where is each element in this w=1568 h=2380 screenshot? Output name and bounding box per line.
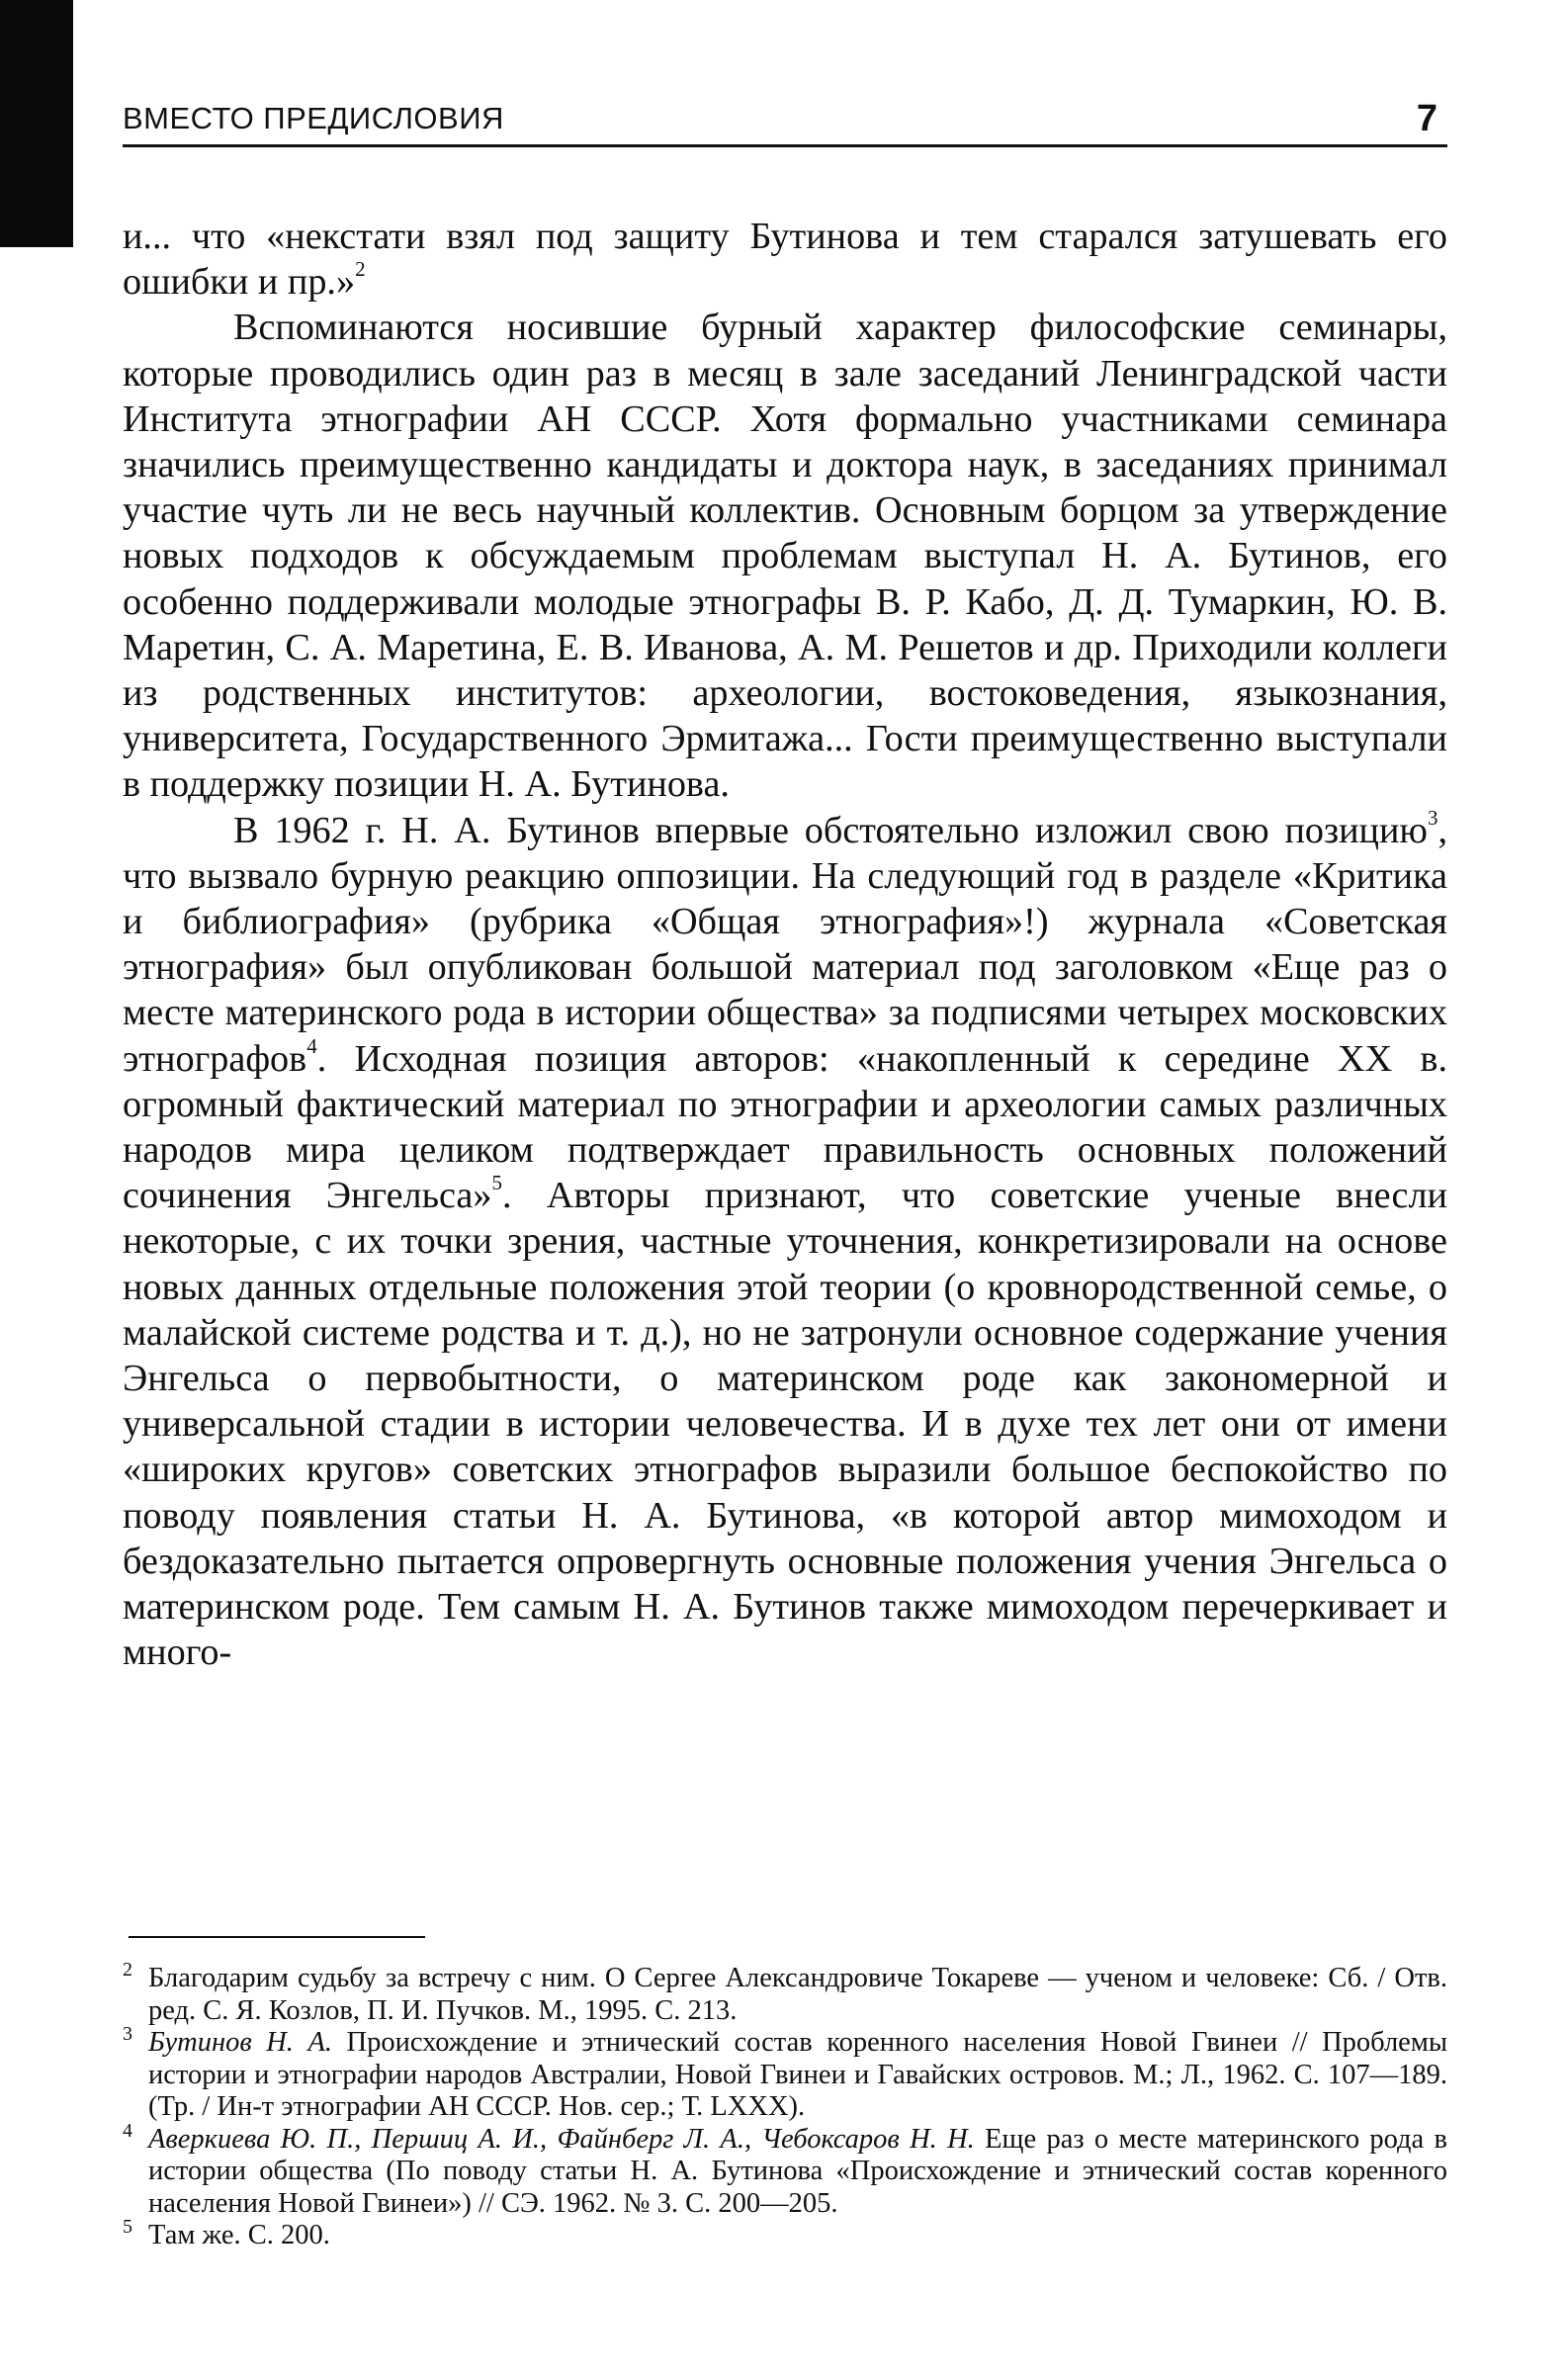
paragraph-3-part-a: В 1962 г. Н. А. Бутинов впервые обстоятельно изложил свою позицию [233, 809, 1428, 851]
footnote-4 [123, 2119, 1447, 2221]
running-title: ВМЕСТО ПРЕДИСЛОВИЯ [123, 101, 504, 135]
footnote-2 [123, 1959, 1447, 2027]
footnote-ref-4: 4 [306, 1033, 317, 1058]
footnote-ref-3: 3 [1427, 805, 1438, 830]
footnote-text: Благодарим судьбу за встречу с ним. О Сергее Александровиче Токареве — ученом и человеке: Сб. / Отв. ред. С. Я. Козлов, П. И. Пучков. М., 1995. С. 213. [148, 1963, 1447, 2026]
paragraph-3-part-c: . Исходная позиция авторов: «накопленный к середине XX в. огромный фактический материал по этнографии и археологии самых различных народов мира целиком подтверждает правильность основных положений сочинения Энгельса» [123, 1037, 1447, 1217]
footnote-separator [129, 1936, 425, 1938]
paragraph-1 [123, 214, 1447, 305]
footnote-authors: Аверкиева Ю. П., Першиц А. И., Файнберг Л. А., Чебоксаров Н. Н. [148, 2123, 975, 2155]
footnote-mark: 2 [123, 1959, 132, 1981]
footnote-ref-2: 2 [355, 257, 366, 282]
scan-edge-shadow [0, 0, 73, 247]
footnotes [123, 1959, 1447, 2252]
footnote-mark: 5 [123, 2216, 132, 2238]
footnote-text: Происхождение и этнический состав коренного населения Новой Гвинеи // Проблемы истории и этнографии народов Австралии, Новой Гвинеи и Гавайских островов. М.; Л., 1962. С. 107—189. (Тр. / Ин-т этнографии АН СССР. Нов. сер.; Т. LXXX). [148, 2027, 1447, 2122]
footnote-5 [123, 2216, 1447, 2252]
footnote-text: Еще раз о месте материнского рода в истории общества (По поводу статьи Н. А. Бутинова «Происхождение и этнический состав коренного населения Новой Гвинеи») // СЭ. 1962. № 3. С. 200—205. [148, 2123, 1447, 2219]
page-number: 7 [1416, 98, 1437, 139]
running-header [123, 95, 1447, 147]
paragraph-1-text: и... что «некстати взял под защиту Бутинова и тем старался затушевать его ошибки и пр.» [123, 216, 1447, 304]
footnote-ref-5: 5 [491, 1171, 502, 1195]
footnote-3 [123, 2023, 1447, 2124]
footnote-authors: Бутинов Н. А. [148, 2027, 332, 2058]
paragraph-3-part-b: , что вызвало бурную реакцию оппозиции. На следующий год в разделе «Критика и библиография» (рубрика «Общая этнография»!) журнала «Советская этнография» был опубликован большой материал под заголовком «Еще раз о месте материнского рода в истории общества» за подписями четырех московских этнографов [123, 809, 1447, 1080]
footnote-mark: 3 [123, 2023, 132, 2045]
paragraph-3-part-d: . Авторы признают, что советские ученые внесли некоторые, с их точки зрения, частные уточнения, конкретизировали на основе новых данных отдельные положения этой теории (о кровнородственной семье, о малайской системе родства и т. д.), но не затронули основное содержание учения Энгельса о первобытности, о материнском роде как закономерной и универсальной стадии в истории человечества. И в духе тех лет они от имени «широких кругов» советских этнографов выразили большое беспокойство по поводу появления статьи Н. А. Бутинова, «в которой автор мимоходом и бездоказательно пытается опровергнуть основные положения учения Энгельса о материнском роде. Тем самым Н. А. Бутинов также мимоходом перечеркивает и много- [123, 1175, 1447, 1674]
main-text [123, 214, 1447, 1676]
footnote-mark: 4 [123, 2119, 132, 2142]
paragraph-2: Вспоминаются носившие бурный характер философские семинары, которые проводились один раз в месяц в зале заседаний Ленинградской части Института этнографии АН СССР. Хотя формально участниками семинара значились преимущественно кандидаты и доктора наук, в заседаниях принимал участие чуть ли не весь научный коллектив. Основным борцом за утверждение новых подходов к обсуждаемым проблемам выступал Н. А. Бутинов, его особенно поддерживали молодые этнографы В. Р. Кабо, Д. Д. Тумаркин, Ю. В. Маретин, С. А. Маретина, Е. В. Иванова, А. М. Решетов и др. Приходили коллеги из родственных институтов: археологии, востоковедения, языкознания, университета, Государственного Эрмитажа... Гости преимущественно выступали в поддержку позиции Н. А. Бутинова. [123, 307, 1447, 806]
paragraph-3 [123, 805, 1447, 1676]
footnote-text: Там же. С. 200. [148, 2220, 330, 2250]
